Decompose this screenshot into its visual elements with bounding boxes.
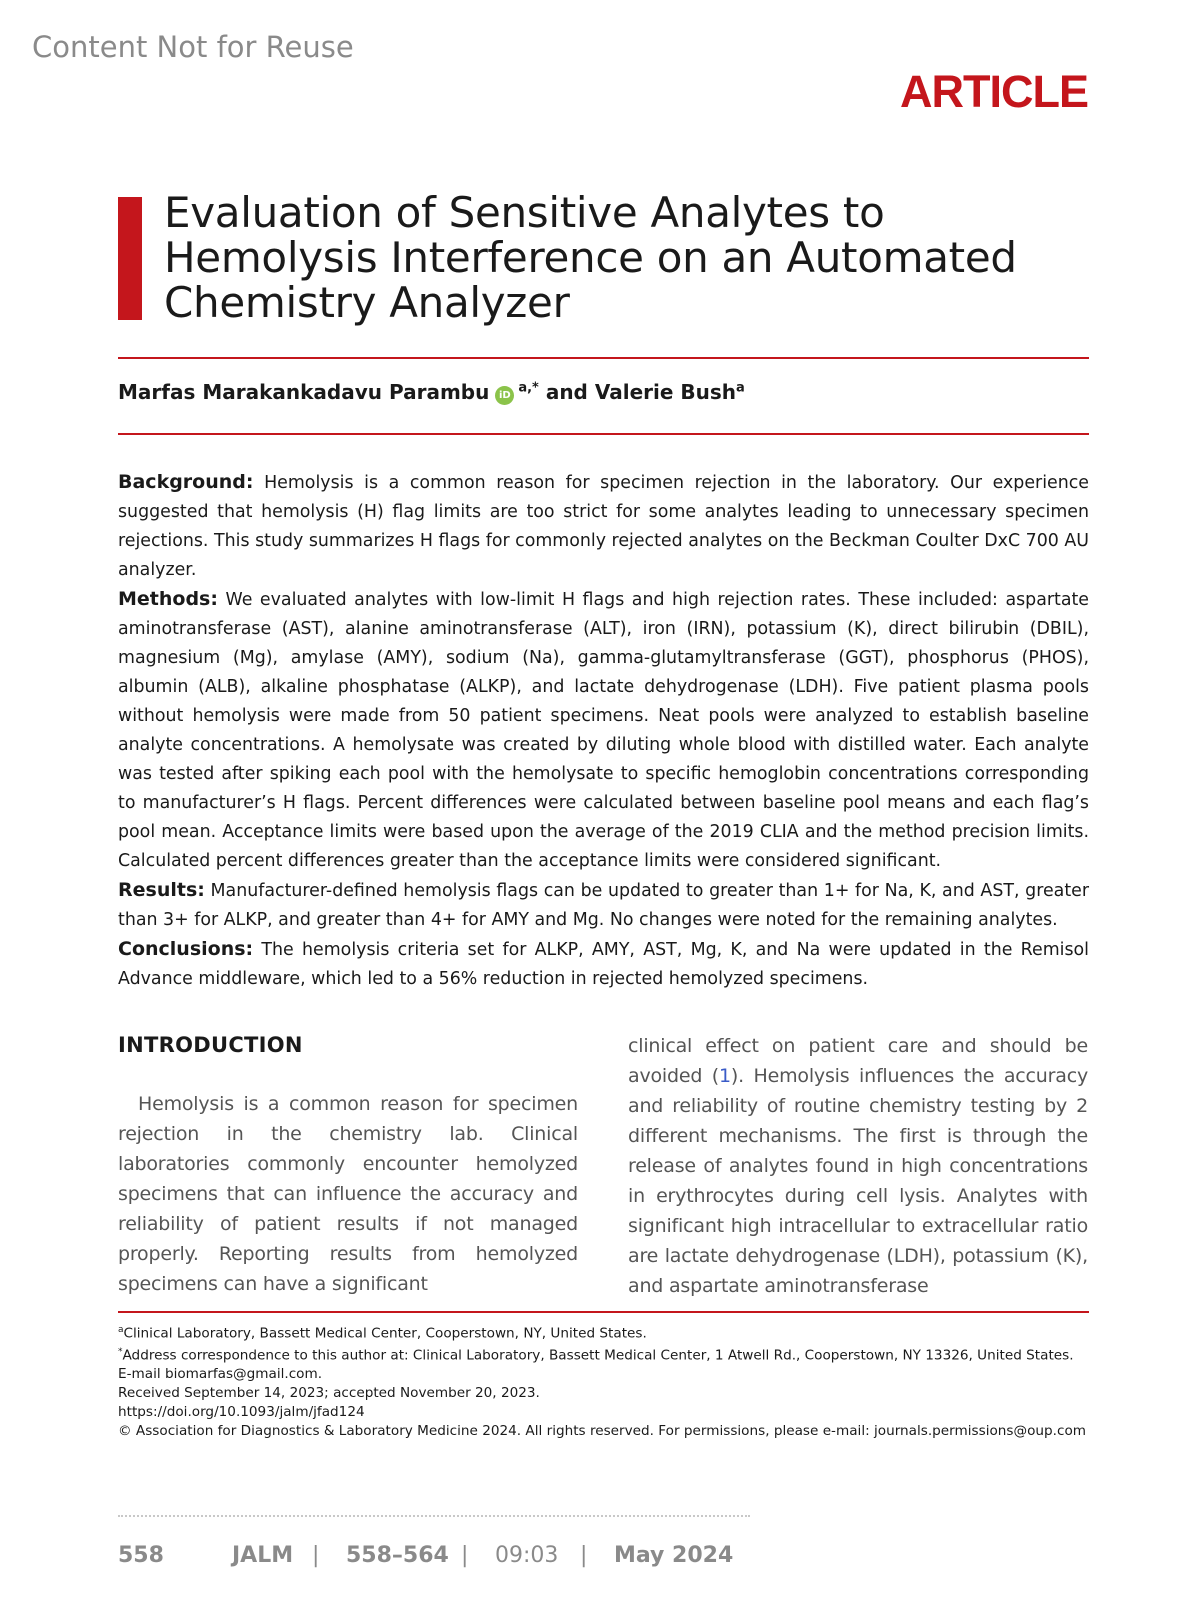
- folio-page-range: 558–564: [346, 1543, 449, 1568]
- author-affiliation-marker: a: [736, 380, 745, 396]
- folio-dotted-divider: [118, 1515, 750, 1517]
- author-line: [118, 380, 745, 405]
- divider-authors: [118, 433, 1089, 435]
- abstract-results: [118, 876, 1089, 935]
- abstract-label: Background:: [118, 471, 254, 493]
- author-affiliation-marker: a,*: [518, 380, 539, 396]
- author-name[interactable]: Marfas Marakankadavu Parambu: [118, 380, 490, 404]
- abstract-label: Methods:: [118, 588, 218, 610]
- folio-separator: |: [580, 1543, 588, 1568]
- folio-journal: JALM: [232, 1543, 294, 1568]
- body-text: ). Hemolysis influences the accuracy and reliability of routine chemistry testing by 2 different mechanisms. The first is through the release of analytes found in high concentrations in erythrocytes during cell lysis. Analytes with significant high intracellular to extracellular ratio are lactate dehydrogenase (LDH), potassium (K), and aspartate aminotransferase: [628, 1065, 1088, 1297]
- abstract-label: Results:: [118, 879, 205, 901]
- watermark: Content Not for Reuse: [32, 30, 354, 64]
- abstract-label: Conclusions:: [118, 938, 254, 960]
- section-heading-introduction: INTRODUCTION: [118, 1033, 303, 1057]
- footnote-received: Received September 14, 2023; accepted November 20, 2023.: [118, 1385, 540, 1402]
- author-name[interactable]: Valerie Bush: [594, 380, 737, 404]
- footnote-text: Clinical Laboratory, Bassett Medical Center, Cooperstown, NY, United States.: [123, 1325, 647, 1342]
- abstract-background: [118, 468, 1089, 585]
- footnote-email[interactable]: E-mail biomarfas@gmail.com.: [118, 1366, 323, 1383]
- footnote-marker: a: [118, 1325, 124, 1335]
- folio-separator: |: [461, 1543, 469, 1568]
- divider-footnotes: [118, 1311, 1089, 1313]
- footnote-doi[interactable]: https://doi.org/10.1093/jalm/jfad124: [118, 1403, 365, 1420]
- abstract-methods: [118, 585, 1089, 876]
- folio-page-number: 558: [118, 1543, 164, 1568]
- folio-separator: |: [312, 1543, 320, 1568]
- abstract-text: We evaluated analytes with low-limit H flags and high rejection rates. These included: aspartate aminotransferase (AST), alanine aminotransferase (ALT), iron (IRN), potassium (K), direct bilirubin (DBIL), magnesium (Mg), amylase (AMY), sodium (Na), gamma-glutamyltransferase (GGT), phosphorus (PHOS), albumin (ALB), alkaline phosphatase (ALKP), and lactate dehydrogenase (LDH). Five patient plasma pools without hemolysis were made from 50 patient specimens. Neat pools were analyzed to establish baseline analyte concentrations. A hemolysate was created by diluting whole blood with distilled water. Each analyte was tested after spiking each pool with the hemolysate to specific hemoglobin concentrations corresponding to manufacturer’s H flags. Percent differences were calculated between baseline pool means and each flag’s pool mean. Acceptance limits were based upon the average of the 2019 CLIA and the method precision limits. Calculated percent differences greater than the acceptance limits were considered significant.: [118, 590, 1089, 871]
- abstract-text: The hemolysis criteria set for ALKP, AMY, AST, Mg, K, and Na were updated in the Remisol Advance middleware, which led to a 56% reduction in rejected hemolyzed specimens.: [118, 940, 1089, 989]
- footnote-marker: *: [118, 1347, 123, 1358]
- folio-issue: 09:03: [495, 1543, 559, 1568]
- article-title: Evaluation of Sensitive Analytes to Hemolysis Interference on an Automated Chemistry Analyzer: [164, 188, 1017, 327]
- title-accent-bar: [118, 197, 142, 320]
- body-column-left: Hemolysis is a common reason for specimen rejection in the chemistry lab. Clinical laboratories commonly encounter hemolyzed specimens that can influence the accuracy and reliability of patient results if not managed properly. Reporting results from hemolyzed specimens can have a significant: [118, 1093, 578, 1295]
- footnote-correspondence: [118, 1343, 1098, 1365]
- article-type-label: ARTICLE: [900, 66, 1088, 117]
- divider-top: [118, 357, 1089, 359]
- body-column-right: [628, 1031, 1088, 1301]
- body-text: clinical effect on patient care and should be avoided (: [628, 1035, 1088, 1087]
- abstract: [118, 468, 1089, 994]
- folio-date: May 2024: [614, 1543, 734, 1568]
- footnote-affiliation: [118, 1321, 1098, 1343]
- abstract-text: Manufacturer-defined hemolysis flags can be updated to greater than 1+ for Na, K, and AST, greater than 3+ for ALKP, and greater than 4+ for AMY and Mg. No changes were noted for the remaining analytes.: [118, 881, 1090, 930]
- footnote-text: Address correspondence to this author at: Clinical Laboratory, Bassett Medical Center, 1 Atwell Rd., Cooperstown, NY 13326, United States.: [122, 1347, 1074, 1364]
- abstract-conclusions: [118, 935, 1089, 994]
- abstract-text: Hemolysis is a common reason for specimen rejection in the laboratory. Our experience suggested that hemolysis (H) flag limits are too strict for some analytes leading to unnecessary specimen rejections. This study summarizes H flags for commonly rejected analytes on the Beckman Coulter DxC 700 AU analyzer.: [118, 473, 1090, 580]
- orcid-icon[interactable]: iD: [495, 386, 514, 405]
- footnote-copyright: © Association for Diagnostics & Laboratory Medicine 2024. All rights reserved. For permissions, please e-mail: journals.permissions@oup.com: [118, 1422, 1087, 1439]
- footnotes: [118, 1321, 1098, 1440]
- author-connector: and: [538, 380, 595, 404]
- reference-link[interactable]: 1: [719, 1065, 731, 1087]
